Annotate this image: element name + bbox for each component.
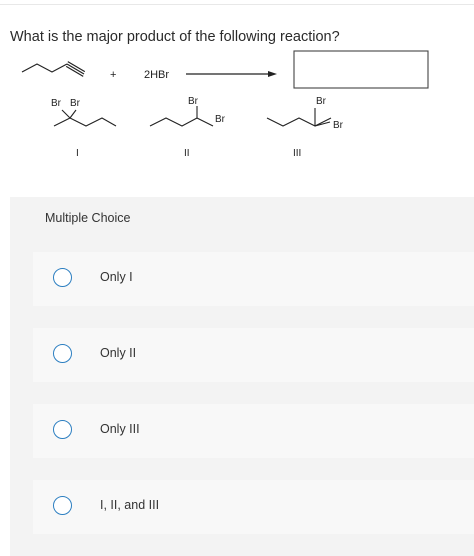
option-only-iii[interactable] xyxy=(33,404,474,458)
plus-sign: + xyxy=(110,69,117,81)
option-only-i[interactable] xyxy=(33,252,474,306)
question-text: What is the major product of the following reaction? xyxy=(10,29,340,45)
reactant-alkyne-structure xyxy=(22,62,85,77)
radio-button[interactable] xyxy=(53,344,72,363)
product-i-br-1: Br xyxy=(51,98,61,109)
product-i-br-2: Br xyxy=(70,98,80,109)
product-ii-br-1: Br xyxy=(188,96,198,107)
answer-box xyxy=(294,51,428,88)
product-ii-structure xyxy=(150,106,213,126)
product-i-label: I xyxy=(76,148,79,159)
option-all[interactable] xyxy=(33,480,474,534)
option-label: Only III xyxy=(100,422,140,436)
radio-button[interactable] xyxy=(53,496,72,515)
product-i-structure xyxy=(54,110,116,126)
radio-button[interactable] xyxy=(53,420,72,439)
product-ii-br-2: Br xyxy=(215,114,225,125)
reaction-scheme xyxy=(0,45,474,165)
product-iii-br-2: Br xyxy=(333,120,343,131)
product-iii-label: III xyxy=(293,148,302,159)
reagent-label: 2HBr xyxy=(144,69,170,81)
product-iii-structure xyxy=(267,108,331,126)
option-label: Only I xyxy=(100,270,133,284)
top-divider xyxy=(0,4,474,5)
multiple-choice-title: Multiple Choice xyxy=(45,211,131,225)
product-iii-br-1: Br xyxy=(316,96,326,107)
option-only-ii[interactable] xyxy=(33,328,474,382)
reaction-arrow xyxy=(186,71,277,77)
product-ii-label: II xyxy=(184,148,190,159)
radio-button[interactable] xyxy=(53,268,72,287)
option-label: Only II xyxy=(100,346,137,360)
option-label: I, II, and III xyxy=(100,498,160,512)
